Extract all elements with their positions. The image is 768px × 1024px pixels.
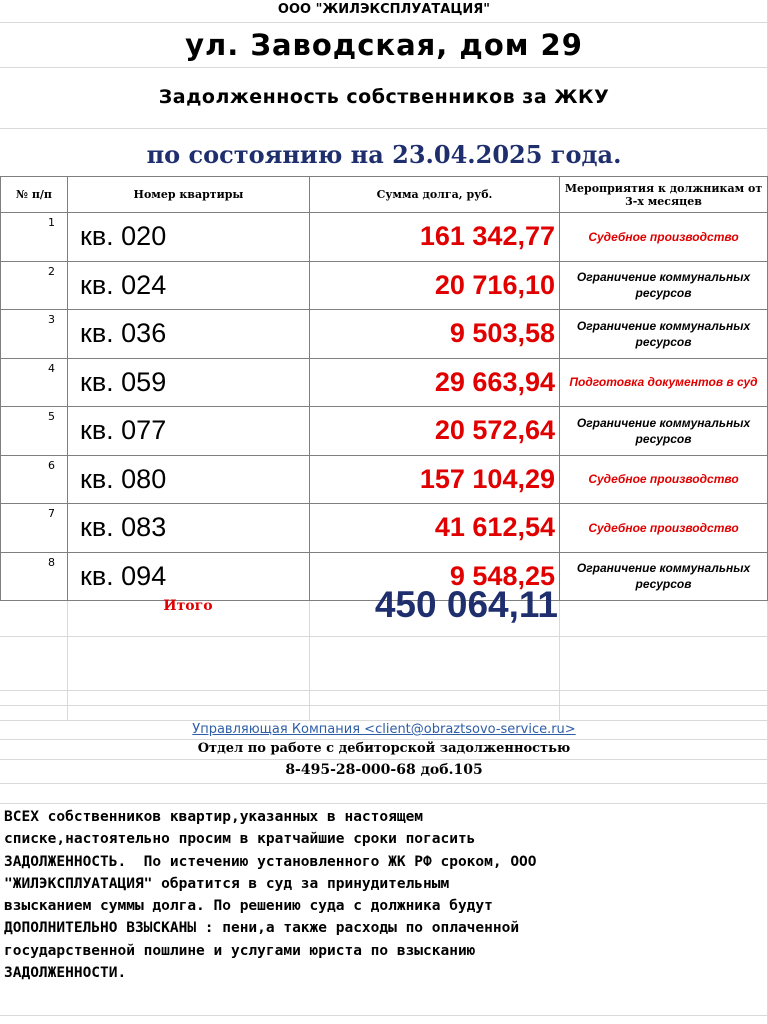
row-num: 1 — [1, 213, 68, 262]
row-num: 2 — [1, 261, 68, 310]
department-name: Отдел по работе с дебиторской задолженностью — [197, 741, 571, 756]
notice-line: ВСЕХ собственников квартир,указанных в настоящем — [4, 809, 424, 825]
row-apartment: кв. 020 — [68, 213, 310, 262]
header-num: № п/п — [1, 177, 68, 213]
header-action: Мероприятия к должникам от 3-х месяцев — [560, 177, 768, 213]
notice-line: ДОПОЛНИТЕЛЬНО ВЗЫСКАНЫ : пени,а также расходы по оплаченной — [4, 920, 520, 937]
table-row — [1, 455, 768, 504]
table-header-row — [1, 177, 768, 213]
company-email-link[interactable]: Управляющая Компания <client@obraztsovo-service.ru> — [192, 722, 576, 737]
as-of-date: по состоянию на 23.04.2025 года. — [146, 140, 622, 169]
notice-text — [4, 806, 764, 984]
row-apartment: кв. 059 — [68, 358, 310, 407]
table-row — [1, 310, 768, 359]
notice-line: ЗАДОЛЖЕННОСТИ. — [4, 965, 127, 982]
table-row — [1, 504, 768, 553]
table-row — [1, 407, 768, 456]
row-action: Ограничение коммунальных ресурсов — [560, 310, 768, 359]
grid-line — [0, 759, 768, 760]
row-apartment: кв. 077 — [68, 407, 310, 456]
row-apartment: кв. 080 — [68, 455, 310, 504]
phone-number: 8-495-28-000-68 доб.105 — [285, 762, 483, 778]
grid-line — [0, 690, 768, 691]
header-sum: Сумма долга, руб. — [310, 177, 560, 213]
notice-line: "ЖИЛЭКСПЛУАТАЦИЯ" обратится в суд за принудительным — [4, 875, 450, 892]
row-sum: 41 612,54 — [310, 504, 560, 553]
row-sum: 29 663,94 — [310, 358, 560, 407]
company-name: ООО "ЖИЛЭКСПЛУАТАЦИЯ" — [277, 2, 491, 17]
row-sum: 157 104,29 — [310, 455, 560, 504]
row-action: Судебное производство — [560, 504, 768, 553]
row-apartment: кв. 094 — [68, 552, 310, 601]
row-action: Ограничение коммунальных ресурсов — [560, 407, 768, 456]
row-sum: 20 572,64 — [310, 407, 560, 456]
grid-line — [0, 720, 768, 721]
row-num: 4 — [1, 358, 68, 407]
page-title: ул. Заводская, дом 29 — [185, 28, 583, 62]
row-action: Судебное производство — [560, 213, 768, 262]
row-action: Ограничение коммунальных ресурсов — [560, 552, 768, 601]
row-num: 5 — [1, 407, 68, 456]
row-apartment: кв. 024 — [68, 261, 310, 310]
grid-line — [0, 636, 768, 637]
row-action: Судебное производство — [560, 455, 768, 504]
debt-table — [0, 176, 768, 601]
grid-line — [0, 739, 768, 740]
row-sum: 161 342,77 — [310, 213, 560, 262]
notice-line: государственной пошлине и услугами юриста по взысканию — [4, 942, 476, 959]
notice-line: взысканием суммы долга. По решению суда с должника будут — [4, 898, 493, 915]
notice-line: списке,настоятельно просим в кратчайшие сроки погасить — [4, 831, 476, 848]
row-apartment: кв. 083 — [68, 504, 310, 553]
row-action: Ограничение коммунальных ресурсов — [560, 261, 768, 310]
row-action: Подготовка документов в суд — [560, 358, 768, 407]
row-num: 3 — [1, 310, 68, 359]
row-sum: 9 548,25 — [310, 552, 560, 601]
grid-line — [0, 22, 768, 23]
row-num: 7 — [1, 504, 68, 553]
grid-line — [0, 803, 768, 804]
table-row — [1, 213, 768, 262]
grid-line — [0, 67, 768, 68]
grid-line — [0, 783, 768, 784]
page-subtitle: Задолженность собственников за ЖКУ — [158, 86, 610, 108]
grid-line — [0, 1015, 768, 1016]
row-apartment: кв. 036 — [68, 310, 310, 359]
row-sum: 9 503,58 — [310, 310, 560, 359]
total-label: Итого — [163, 598, 213, 614]
total-value: 450 064,11 — [374, 584, 558, 625]
table-row — [1, 261, 768, 310]
row-num: 8 — [1, 552, 68, 601]
grid-line — [0, 705, 768, 706]
header-apartment: Номер квартиры — [68, 177, 310, 213]
row-num: 6 — [1, 455, 68, 504]
grid-line — [0, 128, 768, 129]
notice-line: ЗАДОЛЖЕННОСТЬ. По истечению установленного ЖК РФ сроком, ООО — [4, 853, 537, 870]
table-row — [1, 358, 768, 407]
row-sum: 20 716,10 — [310, 261, 560, 310]
